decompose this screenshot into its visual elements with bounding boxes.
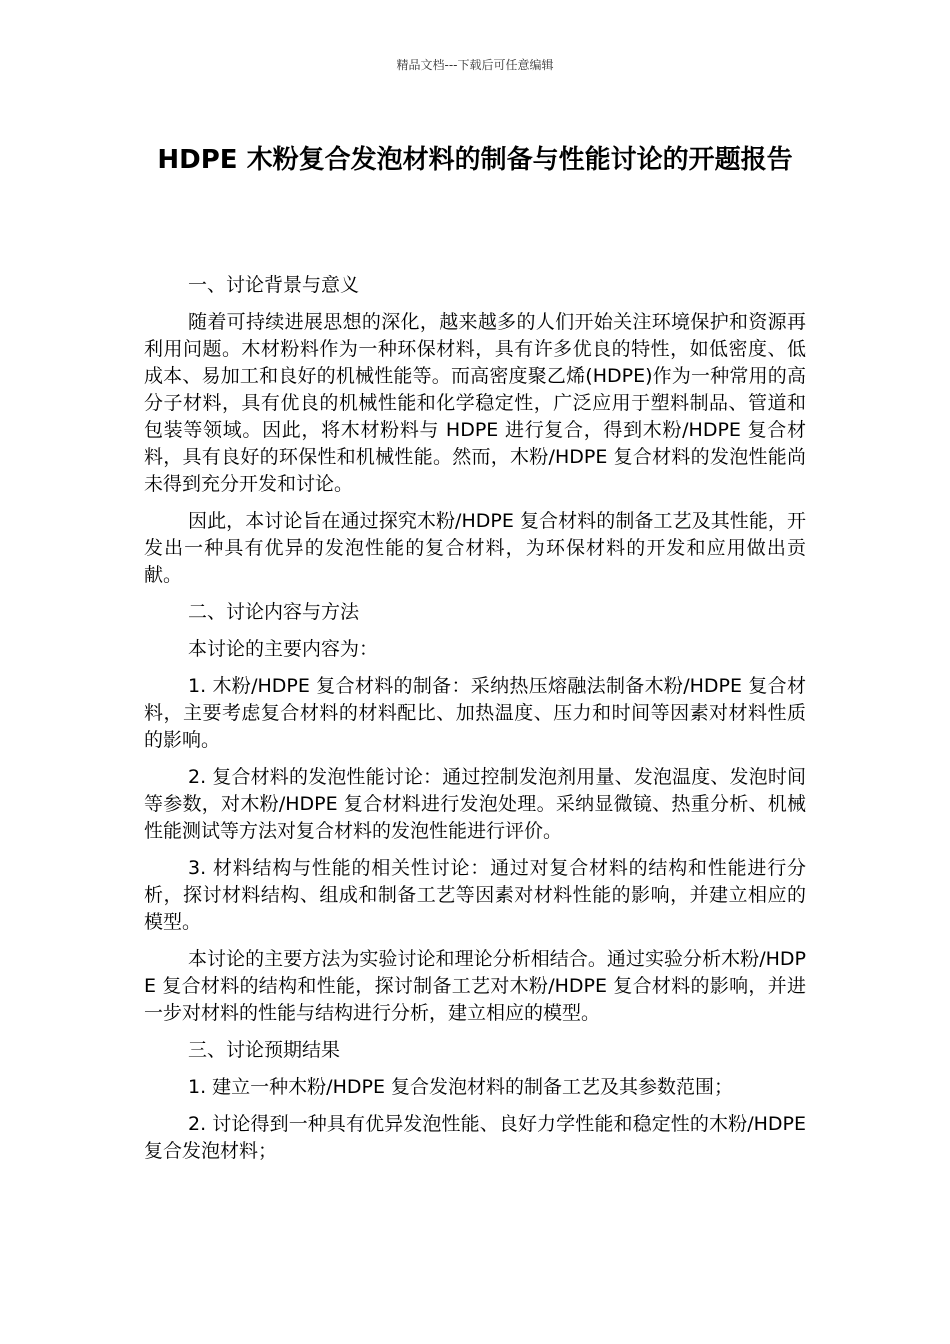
- list-item-foaming: 2. 复合材料的发泡性能讨论：通过控制发泡剂用量、发泡温度、发泡时间等参数，对木粉/HDPE 复合材料进行发泡处理。采纳显微镜、热重分析、机械性能测试等方法对复合材料的发泡性能进行评价。: [144, 766, 806, 842]
- paragraph-content-intro: 本讨论的主要内容为：: [188, 638, 379, 660]
- section-heading-background: 一、讨论背景与意义: [188, 274, 360, 296]
- section-heading-expected-results: 三、讨论预期结果: [188, 1039, 341, 1061]
- document-title: HDPE 木粉复合发泡材料的制备与性能讨论的开题报告: [157, 145, 793, 175]
- list-item-result-1: 1. 建立一种木粉/HDPE 复合发泡材料的制备工艺及其参数范围；: [188, 1076, 733, 1098]
- section-heading-content-method: 二、讨论内容与方法: [188, 601, 360, 623]
- header-note: 精品文档---下载后可任意编辑: [396, 58, 554, 72]
- document-body: [144, 272, 806, 1175]
- paragraph-purpose: 因此，本讨论旨在通过探究木粉/HDPE 复合材料的制备工艺及其性能，开发出一种具有优异的发泡性能的复合材料，为环保材料的开发和应用做出贡献。: [144, 510, 806, 586]
- list-item-structure: 3. 材料结构与性能的相关性讨论：通过对复合材料的结构和性能进行分析，探讨材料结构、组成和制备工艺等因素对材料性能的影响，并建立相应的模型。: [144, 857, 806, 933]
- list-item-result-2: 2. 讨论得到一种具有优异发泡性能、良好力学性能和稳定性的木粉/HDPE 复合发泡材料；: [144, 1113, 806, 1162]
- paragraph-background: 随着可持续进展思想的深化，越来越多的人们开始关注环境保护和资源再利用问题。木材粉料作为一种环保材料，具有许多优良的特性，如低密度、低成本、易加工和良好的机械性能等。而高密度聚乙烯(HDPE)作为一种常用的高分子材料，具有优良的机械性能和化学稳定性，广泛应用于塑料制品、管道和包装等领域。因此，将木材粉料与 HDPE 进行复合，得到木粉/HDPE 复合材料，具有良好的环保性和机械性能。然而，木粉/HDPE 复合材料的发泡性能尚未得到充分开发和讨论。: [144, 311, 806, 495]
- list-item-preparation: 1. 木粉/HDPE 复合材料的制备：采纳热压熔融法制备木粉/HDPE 复合材料，主要考虑复合材料的材料配比、加热温度、压力和时间等因素对材料性质的影响。: [144, 675, 806, 751]
- paragraph-method: 本讨论的主要方法为实验讨论和理论分析相结合。通过实验分析木粉/HDPE 复合材料的结构和性能，探讨制备工艺对木粉/HDPE 复合材料的影响，并进一步对材料的性能与结构进行分析，建立相应的模型。: [144, 948, 806, 1024]
